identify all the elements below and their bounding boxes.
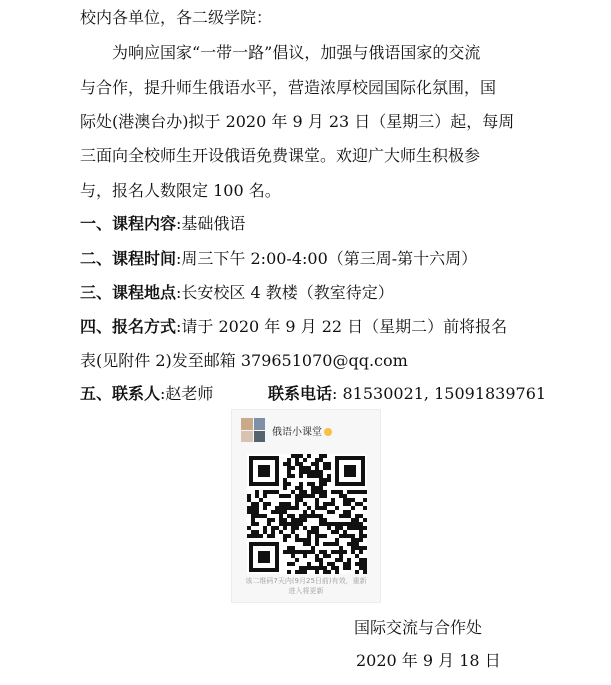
signup-line-2: 表(见附件 2)发至邮箱 379651070@qq.com xyxy=(80,351,408,370)
course-time-value: :周三下午 2:00-4:00（第三周-第十六周） xyxy=(176,249,478,268)
intro-line-3: 际处(港澳台办)拟于 2020 年 9 月 23 日（星期三）起，每周 xyxy=(80,112,515,131)
intro-line-1: 为响应国家“一带一路”倡议，加强与俄语国家的交流 xyxy=(112,43,481,62)
signup-label: 四、报名方式 xyxy=(80,317,177,336)
item-contact xyxy=(80,384,213,404)
course-content-label: 一、课程内容 xyxy=(80,214,177,233)
qr-code-card xyxy=(231,409,381,603)
item-course-place xyxy=(80,283,394,303)
item-phone xyxy=(268,384,546,404)
phone-value: : 81530021, 15091839761 xyxy=(332,384,547,403)
group-name: 俄语小课堂 xyxy=(272,423,332,438)
intro-line-5: 与，报名人数限定 100 名。 xyxy=(80,181,281,200)
phone-label: 联系电话 xyxy=(268,384,333,403)
smile-emoji-icon xyxy=(324,428,332,436)
signature-date: 2020 年 9 月 18 日 xyxy=(356,651,501,670)
signature-office: 国际交流与合作处 xyxy=(354,618,483,637)
course-content-value: :基础俄语 xyxy=(176,214,246,233)
item-course-time xyxy=(80,249,477,269)
qr-validity-note: 该二维码7天内(9月25日前)有效，重新 进入将更新 xyxy=(245,577,367,595)
intro-line-4: 三面向全校师生开设俄语免费课堂。欢迎广大师生积极参 xyxy=(80,146,481,165)
contact-value: :赵老师 xyxy=(160,384,214,403)
course-place-value: :长安校区 4 教楼（教室待定） xyxy=(176,283,394,302)
qr-code-icon xyxy=(247,454,367,574)
salutation: 校内各单位，各二级学院： xyxy=(80,8,273,27)
contact-label: 五、联系人 xyxy=(80,384,161,403)
item-course-content xyxy=(80,214,245,234)
group-avatar-icon xyxy=(241,418,265,442)
intro-line-2: 与合作，提升师生俄语水平，营造浓厚校园国际化氛围，国 xyxy=(80,78,497,97)
course-time-label: 二、课程时间 xyxy=(80,249,177,268)
course-place-label: 三、课程地点 xyxy=(80,283,177,302)
signup-value-1: :请于 2020 年 9 月 22 日（星期二）前将报名 xyxy=(176,317,508,336)
item-signup xyxy=(80,317,507,337)
